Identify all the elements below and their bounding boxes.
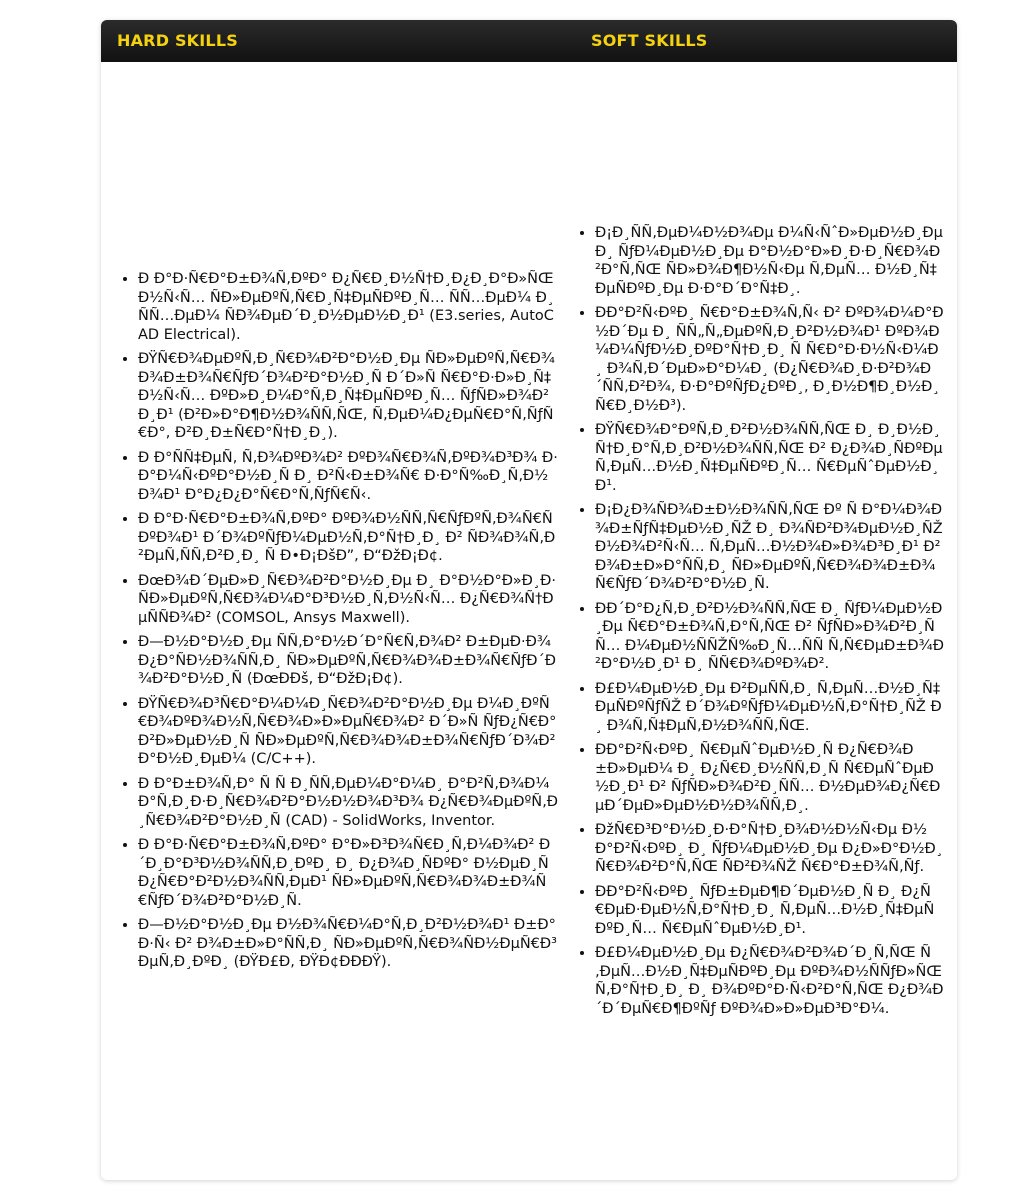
list-item: • Ð£Ð¼ÐµÐ½Ð¸Ðµ Ð²ÐµÑÑ‚Ð¸ Ñ‚ÐµÑ…Ð½Ð¸Ñ‡ÐµÑÐºÑƒÑŽ Ð´Ð¾ÐºÑƒÐ¼ÐµÐ½Ñ‚Ð°Ñ†Ð¸ÑŽ Ð¸ Ð¾Ñ‚Ñ‡ÐµÑ‚Ð½Ð¾ÑÑ‚ÑŒ. xyxy=(595,680,945,736)
list-item: • ÐžÑ€Ð³Ð°Ð½Ð¸Ð·Ð°Ñ†Ð¸Ð¾Ð½Ð½Ñ‹Ðµ Ð½Ð°Ð²Ñ‹ÐºÐ¸ Ð¸ ÑƒÐ¼ÐµÐ½Ð¸Ðµ Ð¿Ð»Ð°Ð½Ð¸Ñ€Ð¾Ð²Ð°Ñ‚ÑŒ ÑÐ²Ð¾ÑŽ Ñ€Ð°Ð±Ð¾Ñ‚Ñƒ. xyxy=(595,821,945,877)
soft-skills-heading: SOFT SKILLS xyxy=(591,31,708,50)
list-item: • Ð—Ð½Ð°Ð½Ð¸Ðµ Ð½Ð¾Ñ€Ð¼Ð°Ñ‚Ð¸Ð²Ð½Ð¾Ð¹ Ð±Ð°Ð·Ñ‹ Ð² Ð¾Ð±Ð»Ð°ÑÑ‚Ð¸ ÑÐ»ÐµÐºÑ‚Ñ€Ð¾ÑÐ½ÐµÑ€Ð³ÐµÑ‚Ð¸ÐºÐ¸ (ÐŸÐ£Ð, ÐŸÐ¢ÐÐÐŸ). xyxy=(138,916,559,972)
list-item: • ÐÐ°Ð²Ñ‹ÐºÐ¸ ÑƒÐ±ÐµÐ¶Ð´ÐµÐ½Ð¸Ñ Ð¸ Ð¿Ñ€ÐµÐ·ÐµÐ½Ñ‚Ð°Ñ†Ð¸Ð¸ Ñ‚ÐµÑ…Ð½Ð¸Ñ‡ÐµÑÐºÐ¸Ñ… Ñ€ÐµÑˆÐµÐ½Ð¸Ð¹. xyxy=(595,883,945,939)
list-item: • Ð Ð°Ð·Ñ€Ð°Ð±Ð¾Ñ‚ÐºÐ° ÐºÐ¾Ð½ÑÑ‚Ñ€ÑƒÐºÑ‚Ð¾Ñ€ÑÐºÐ¾Ð¹ Ð´Ð¾ÐºÑƒÐ¼ÐµÐ½Ñ‚Ð°Ñ†Ð¸Ð¸ Ð² ÑÐ¾Ð¾Ñ‚Ð²ÐµÑ‚ÑÑ‚Ð²Ð¸Ð¸ Ñ Ð•Ð¡ÐšÐ”, Ð“ÐžÐ¡Ð¢. xyxy=(138,510,559,566)
soft-skills-list xyxy=(575,224,957,1018)
hard-skills-list xyxy=(101,270,571,972)
hard-skills-heading: HARD SKILLS xyxy=(117,31,238,50)
skills-table-header xyxy=(101,20,957,62)
list-item: • ÐŸÑ€Ð¾Ð°ÐºÑ‚Ð¸Ð²Ð½Ð¾ÑÑ‚ÑŒ Ð¸ Ð¸Ð½Ð¸Ñ†Ð¸Ð°Ñ‚Ð¸Ð²Ð½Ð¾ÑÑ‚ÑŒ Ð² Ð¿Ð¾Ð¸ÑÐºÐµ Ñ‚ÐµÑ…Ð½Ð¸Ñ‡ÐµÑÐºÐ¸Ñ… Ñ€ÐµÑˆÐµÐ½Ð¸Ð¹. xyxy=(595,421,945,495)
list-item: • Ð Ð°Ð·Ñ€Ð°Ð±Ð¾Ñ‚ÐºÐ° Ð¿Ñ€Ð¸Ð½Ñ†Ð¸Ð¿Ð¸Ð°Ð»ÑŒÐ½Ñ‹Ñ… ÑÐ»ÐµÐºÑ‚Ñ€Ð¸Ñ‡ÐµÑÐºÐ¸Ñ… ÑÑ…ÐµÐ¼ Ð¸ ÑÑ…ÐµÐ¼ ÑÐ¾ÐµÐ´Ð¸Ð½ÐµÐ½Ð¸Ð¹ (E3.series, AutoCAD Electrical). xyxy=(138,270,559,344)
list-item: • ÐŸÑ€Ð¾ÐµÐºÑ‚Ð¸Ñ€Ð¾Ð²Ð°Ð½Ð¸Ðµ ÑÐ»ÐµÐºÑ‚Ñ€Ð¾Ð¾Ð±Ð¾Ñ€ÑƒÐ´Ð¾Ð²Ð°Ð½Ð¸Ñ Ð´Ð»Ñ Ñ€Ð°Ð·Ð»Ð¸Ñ‡Ð½Ñ‹Ñ… ÐºÐ»Ð¸Ð¼Ð°Ñ‚Ð¸Ñ‡ÐµÑÐºÐ¸Ñ… ÑƒÑÐ»Ð¾Ð²Ð¸Ð¹ (Ð²Ð»Ð°Ð¶Ð½Ð¾ÑÑ‚ÑŒ, Ñ‚ÐµÐ¼Ð¿ÐµÑ€Ð°Ñ‚ÑƒÑ€Ð°, Ð²Ð¸Ð±Ñ€Ð°Ñ†Ð¸Ð¸). xyxy=(138,350,559,443)
hard-skills-column xyxy=(101,62,571,1180)
skills-table xyxy=(101,20,957,1180)
list-item: • ÐÐ°Ð²Ñ‹ÐºÐ¸ Ñ€Ð°Ð±Ð¾Ñ‚Ñ‹ Ð² ÐºÐ¾Ð¼Ð°Ð½Ð´Ðµ Ð¸ ÑÑ„Ñ„ÐµÐºÑ‚Ð¸Ð²Ð½Ð¾Ð¹ ÐºÐ¾Ð¼Ð¼ÑƒÐ½Ð¸ÐºÐ°Ñ†Ð¸Ð¸ Ñ Ñ€Ð°Ð·Ð½Ñ‹Ð¼Ð¸ Ð¾Ñ‚Ð´ÐµÐ»Ð°Ð¼Ð¸ (Ð¿Ñ€Ð¾Ð¸Ð·Ð²Ð¾Ð´ÑÑ‚Ð²Ð¾, Ð·Ð°ÐºÑƒÐ¿ÐºÐ¸, Ð¸Ð½Ð¶Ð¸Ð½Ð¸Ñ€Ð¸Ð½Ð³). xyxy=(595,304,945,415)
list-item: • ÐœÐ¾Ð´ÐµÐ»Ð¸Ñ€Ð¾Ð²Ð°Ð½Ð¸Ðµ Ð¸ Ð°Ð½Ð°Ð»Ð¸Ð· ÑÐ»ÐµÐºÑ‚Ñ€Ð¾Ð¼Ð°Ð³Ð½Ð¸Ñ‚Ð½Ñ‹Ñ… Ð¿Ñ€Ð¾Ñ†ÐµÑÑÐ¾Ð² (COMSOL, Ansys Maxwell). xyxy=(138,572,559,628)
list-item: • Ð Ð°Ð·Ñ€Ð°Ð±Ð¾Ñ‚ÐºÐ° Ð°Ð»Ð³Ð¾Ñ€Ð¸Ñ‚Ð¼Ð¾Ð² Ð´Ð¸Ð°Ð³Ð½Ð¾ÑÑ‚Ð¸ÐºÐ¸ Ð¸ Ð¿Ð¾Ð¸ÑÐºÐ° Ð½ÐµÐ¸ÑÐ¿Ñ€Ð°Ð²Ð½Ð¾ÑÑ‚ÐµÐ¹ ÑÐ»ÐµÐºÑ‚Ñ€Ð¾Ð¾Ð±Ð¾Ñ€ÑƒÐ´Ð¾Ð²Ð°Ð½Ð¸Ñ. xyxy=(138,836,559,910)
list-item: • ÐÐ´Ð°Ð¿Ñ‚Ð¸Ð²Ð½Ð¾ÑÑ‚ÑŒ Ð¸ ÑƒÐ¼ÐµÐ½Ð¸Ðµ Ñ€Ð°Ð±Ð¾Ñ‚Ð°Ñ‚ÑŒ Ð² ÑƒÑÐ»Ð¾Ð²Ð¸ÑÑ… Ð¼ÐµÐ½ÑÑŽÑ‰Ð¸Ñ…ÑÑ Ñ‚Ñ€ÐµÐ±Ð¾Ð²Ð°Ð½Ð¸Ð¹ Ð¸ ÑÑ€Ð¾ÐºÐ¾Ð². xyxy=(595,600,945,674)
list-item: • Ð Ð°Ð±Ð¾Ñ‚Ð° Ñ Ñ Ð¸ÑÑ‚ÐµÐ¼Ð°Ð¼Ð¸ Ð°Ð²Ñ‚Ð¾Ð¼Ð°Ñ‚Ð¸Ð·Ð¸Ñ€Ð¾Ð²Ð°Ð½Ð½Ð¾Ð³Ð¾ Ð¿Ñ€Ð¾ÐµÐºÑ‚Ð¸Ñ€Ð¾Ð²Ð°Ð½Ð¸Ñ (CAD) - SolidWorks, Inventor. xyxy=(138,775,559,831)
list-item: • ÐÐ°Ð²Ñ‹ÐºÐ¸ Ñ€ÐµÑˆÐµÐ½Ð¸Ñ Ð¿Ñ€Ð¾Ð±Ð»ÐµÐ¼ Ð¸ Ð¿Ñ€Ð¸Ð½ÑÑ‚Ð¸Ñ Ñ€ÐµÑˆÐµÐ½Ð¸Ð¹ Ð² ÑƒÑÐ»Ð¾Ð²Ð¸ÑÑ… Ð½ÐµÐ¾Ð¿Ñ€ÐµÐ´ÐµÐ»ÐµÐ½Ð½Ð¾ÑÑ‚Ð¸. xyxy=(595,741,945,815)
list-item: • Ð¡Ð¸ÑÑ‚ÐµÐ¼Ð½Ð¾Ðµ Ð¼Ñ‹ÑˆÐ»ÐµÐ½Ð¸Ðµ Ð¸ ÑƒÐ¼ÐµÐ½Ð¸Ðµ Ð°Ð½Ð°Ð»Ð¸Ð·Ð¸Ñ€Ð¾Ð²Ð°Ñ‚ÑŒ ÑÐ»Ð¾Ð¶Ð½Ñ‹Ðµ Ñ‚ÐµÑ… Ð½Ð¸Ñ‡ÐµÑÐºÐ¸Ðµ Ð·Ð°Ð´Ð°Ñ‡Ð¸. xyxy=(595,224,945,298)
list-item: • Ð Ð°ÑÑ‡ÐµÑ‚ Ñ‚Ð¾ÐºÐ¾Ð² ÐºÐ¾Ñ€Ð¾Ñ‚ÐºÐ¾Ð³Ð¾ Ð·Ð°Ð¼Ñ‹ÐºÐ°Ð½Ð¸Ñ Ð¸ Ð²Ñ‹Ð±Ð¾Ñ€ Ð·Ð°Ñ‰Ð¸Ñ‚Ð½Ð¾Ð¹ Ð°Ð¿Ð¿Ð°Ñ€Ð°Ñ‚ÑƒÑ€Ñ‹. xyxy=(138,449,559,505)
list-item: • ÐŸÑ€Ð¾Ð³Ñ€Ð°Ð¼Ð¼Ð¸Ñ€Ð¾Ð²Ð°Ð½Ð¸Ðµ Ð¼Ð¸ÐºÑ€Ð¾ÐºÐ¾Ð½Ñ‚Ñ€Ð¾Ð»Ð»ÐµÑ€Ð¾Ð² Ð´Ð»Ñ ÑƒÐ¿Ñ€Ð°Ð²Ð»ÐµÐ½Ð¸Ñ ÑÐ»ÐµÐºÑ‚Ñ€Ð¾Ð¾Ð±Ð¾Ñ€ÑƒÐ´Ð¾Ð²Ð°Ð½Ð¸ÐµÐ¼ (C/C++). xyxy=(138,695,559,769)
list-item: • Ð¡Ð¿Ð¾ÑÐ¾Ð±Ð½Ð¾ÑÑ‚ÑŒ Ðº Ñ Ð°Ð¼Ð¾Ð¾Ð±ÑƒÑ‡ÐµÐ½Ð¸ÑŽ Ð¸ Ð¾ÑÐ²Ð¾ÐµÐ½Ð¸ÑŽ Ð½Ð¾Ð²Ñ‹Ñ… Ñ‚ÐµÑ…Ð½Ð¾Ð»Ð¾Ð³Ð¸Ð¹ Ð² Ð¾Ð±Ð»Ð°ÑÑ‚Ð¸ ÑÐ»ÐµÐºÑ‚Ñ€Ð¾Ð¾Ð±Ð¾Ñ€ÑƒÐ´Ð¾Ð²Ð°Ð½Ð¸Ñ. xyxy=(595,501,945,594)
list-item: • Ð£Ð¼ÐµÐ½Ð¸Ðµ Ð¿Ñ€Ð¾Ð²Ð¾Ð´Ð¸Ñ‚ÑŒ Ñ‚ÐµÑ…Ð½Ð¸Ñ‡ÐµÑÐºÐ¸Ðµ ÐºÐ¾Ð½ÑÑƒÐ»ÑŒÑ‚Ð°Ñ†Ð¸Ð¸ Ð¸ Ð¾ÐºÐ°Ð·Ñ‹Ð²Ð°Ñ‚ÑŒ Ð¿Ð¾Ð´Ð´ÐµÑ€Ð¶ÐºÑƒ ÐºÐ¾Ð»Ð»ÐµÐ³Ð°Ð¼. xyxy=(595,944,945,1018)
list-item: • Ð—Ð½Ð°Ð½Ð¸Ðµ ÑÑ‚Ð°Ð½Ð´Ð°Ñ€Ñ‚Ð¾Ð² Ð±ÐµÐ·Ð¾Ð¿Ð°ÑÐ½Ð¾ÑÑ‚Ð¸ ÑÐ»ÐµÐºÑ‚Ñ€Ð¾Ð¾Ð±Ð¾Ñ€ÑƒÐ´Ð¾Ð²Ð°Ð½Ð¸Ñ (ÐœÐÐš, Ð“ÐžÐ¡Ð¢). xyxy=(138,633,559,689)
soft-skills-column xyxy=(575,62,957,1180)
